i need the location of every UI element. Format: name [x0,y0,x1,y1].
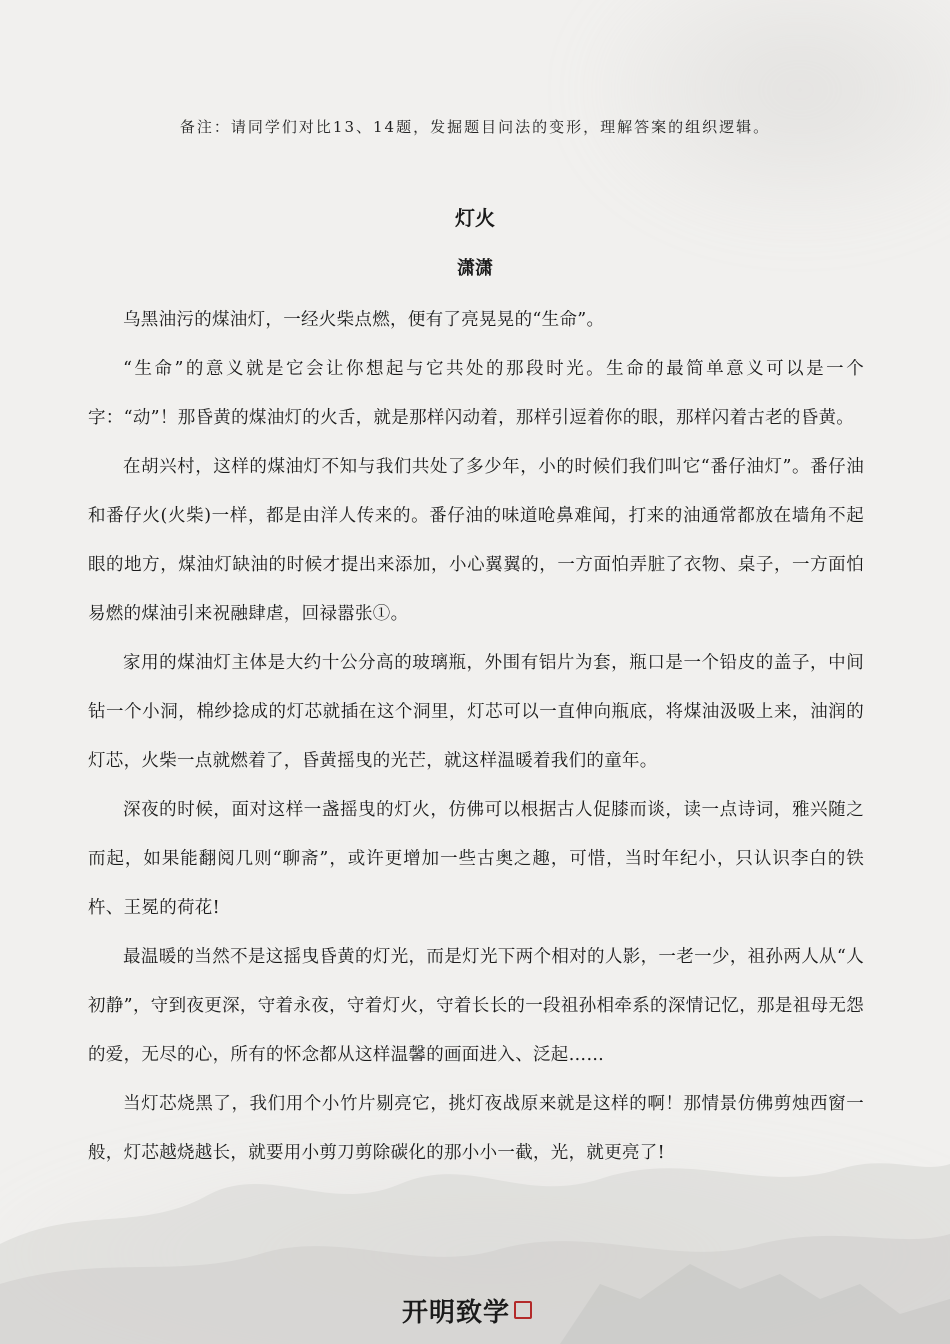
paragraph: 在胡兴村，这样的煤油灯不知与我们共处了多少年，小的时候们我们叫它“番仔油灯”。番仔油和番仔火(火柴)一样，都是由洋人传来的。番仔油的味道呛鼻难闻，打来的油通常都放在墙角不起眼的地方，煤油灯缺油的时候才提出来添加，小心翼翼的，一方面怕弄脏了衣物、桌子，一方面怕易燃的煤油引来祝融肆虐，回禄嚣张①。 [88,457,864,624]
seal-icon [514,1301,532,1319]
paragraph: 乌黑油污的煤油灯，一经火柴点燃，便有了亮晃晃的“生命”。 [123,310,605,330]
paragraph: 最温暖的当然不是这摇曳昏黄的灯光，而是灯光下两个相对的人影，一老一少，祖孙两人从“人初静”，守到夜更深，守着永夜，守着灯火，守着长长的一段祖孙相牵系的深情记忆，那是祖母无怨的爱，无尽的心，所有的怀念都从这样温馨的画面进入、泛起…… [88,947,864,1065]
paragraph: 深夜的时候，面对这样一盏摇曳的灯火，仿佛可以根据古人促膝而谈，读一点诗词，雅兴随之而起，如果能翻阅几则“聊斋”，或许更增加一些古奥之趣，可惜，当时年纪小，只认识李白的铁杵、王冕的荷花! [88,800,864,918]
logo-text: 开明致学 [402,1297,511,1328]
publisher-logo [402,1290,552,1330]
paragraph: 家用的煤油灯主体是大约十公分高的玻璃瓶，外围有铝片为套，瓶口是一个铅皮的盖子，中间钻一个小洞，棉纱捻成的灯芯就插在这个洞里，灯芯可以一直伸向瓶底，将煤油汲吸上来，油润的灯芯，火柴一点就燃着了，昏黄摇曳的光芒，就这样温暖着我们的童年。 [88,653,864,771]
paragraph: 当灯芯烧黑了，我们用个小竹片剔亮它，挑灯夜战原来就是这样的啊！那情景仿佛剪烛西窗一般，灯芯越烧越长，就要用小剪刀剪除碳化的那小小一截，光，就更亮了! [88,1094,864,1163]
article-body [88,296,864,1178]
note-text: 备注：请同学们对比13、14题，发掘题目问法的变形，理解答案的组织逻辑。 [179,118,771,136]
paragraph: “生命”的意义就是它会让你想起与它共处的那段时光。生命的最简单意义可以是一个字：“动”！那昏黄的煤油灯的火舌，就是那样闪动着，那样引逗着你的眼，那样闪着古老的昏黄。 [88,359,864,428]
article-title: 灯火 [455,206,495,230]
article-author: 潇潇 [457,258,493,279]
